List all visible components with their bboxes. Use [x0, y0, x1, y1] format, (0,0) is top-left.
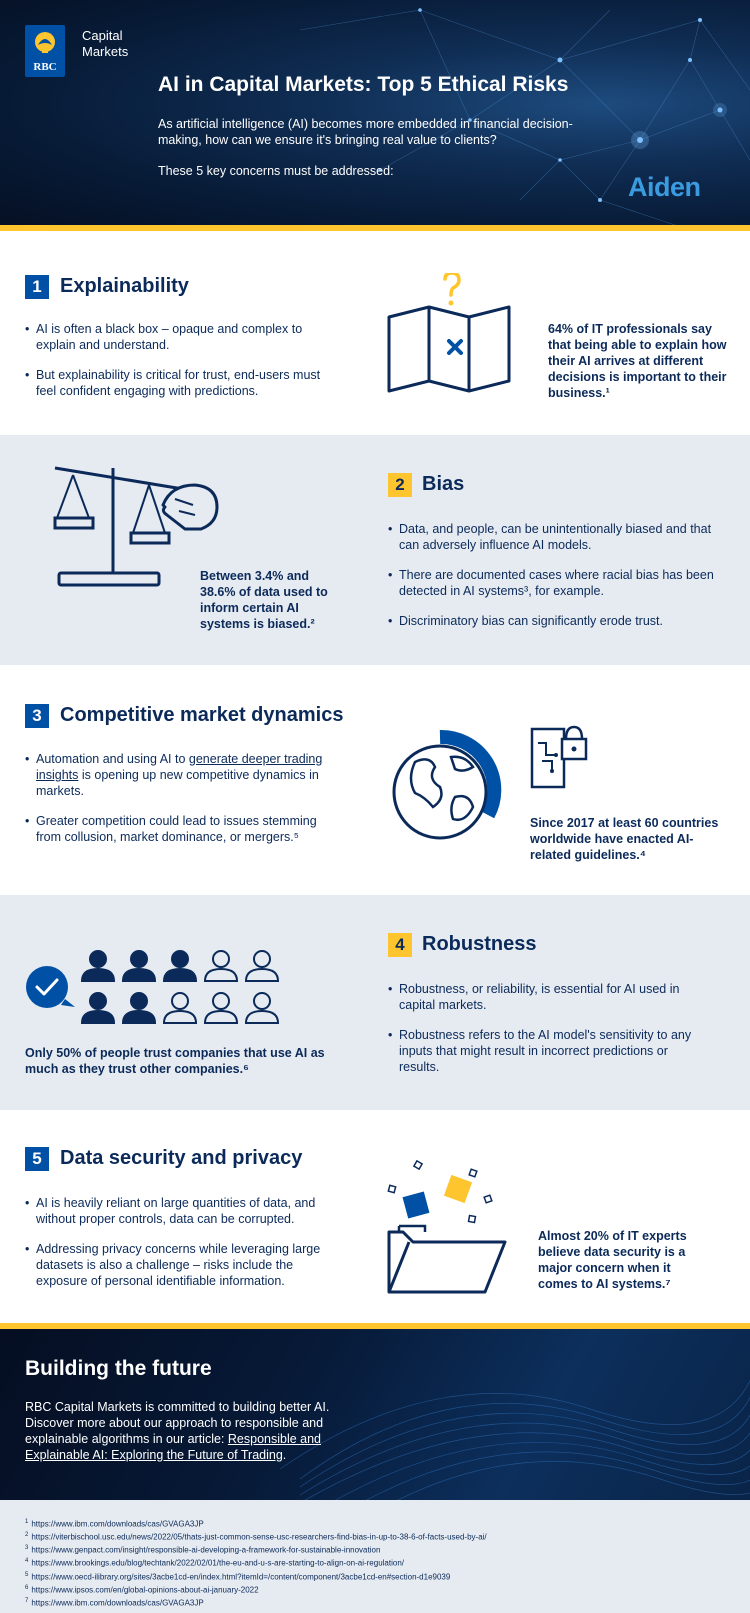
reference-item[interactable] [25, 1517, 487, 1530]
person-not-trusting-icon [205, 993, 237, 1023]
folder-icon [385, 1160, 520, 1305]
building-the-future-banner [0, 1329, 750, 1500]
map-question-icon [385, 273, 520, 398]
reference-number: 7 [25, 1597, 29, 1604]
section-title: Competitive market dynamics [60, 704, 344, 726]
globe-icon [385, 727, 505, 847]
person-not-trusting-icon [205, 951, 237, 981]
reference-number: 2 [25, 1532, 29, 1539]
bullet-item: • Data, and people, can be unintentionally biased and that can adversely influence AI models. [388, 521, 718, 553]
section-number: 1 [25, 275, 49, 299]
aiden-logo: Aiden [628, 172, 701, 202]
section-explainability [0, 231, 750, 435]
section-competitive-market [0, 665, 750, 895]
bullet-item: • AI is often a black box – opaque and complex to explain and understand. [25, 321, 325, 353]
reference-url[interactable]: https://viterbischool.usc.edu/news/2022/05/thats-just-common-sense-usc-researchers-find-bias-in-up-to-38-6-of-facts-used-by-ai/ [31, 1532, 487, 1542]
reference-item[interactable] [25, 1570, 487, 1583]
bullet-item [25, 751, 325, 799]
future-period: . [282, 1448, 287, 1462]
people-trust-icon [80, 947, 290, 1027]
rbc-logo[interactable] [25, 25, 65, 77]
bullet-item: • There are documented cases where racial bias has been detected in AI systems³, for example. [388, 567, 718, 599]
reference-item[interactable] [25, 1543, 487, 1556]
reference-item[interactable] [25, 1596, 487, 1609]
reference-item[interactable] [25, 1556, 487, 1569]
person-not-trusting-icon [246, 993, 278, 1023]
brand-name [82, 28, 128, 60]
bullet-text: is opening up new competitive dynamics in markets. [36, 768, 319, 798]
reference-number: 3 [25, 1545, 29, 1552]
bullet-item: • Robustness, or reliability, is essential for AI used in capital markets. [388, 981, 708, 1013]
bullet-list [25, 751, 325, 859]
stat-text: Only 50% of people trust companies that use AI as much as they trust other companies.⁶ [25, 1046, 325, 1076]
stat-text: Almost 20% of IT experts believe data security is a major concern when it comes to AI systems.⁷ [538, 1229, 687, 1291]
references [0, 1500, 750, 1613]
brand-line-2: Markets [82, 44, 129, 59]
brand-line-1: Capital [82, 28, 123, 43]
section-number: 4 [388, 933, 412, 957]
intro-subtext: These 5 key concerns must be addressed: [158, 164, 394, 178]
reference-number: 5 [25, 1571, 29, 1578]
person-not-trusting-icon [246, 951, 278, 981]
reference-url[interactable]: https://www.brookings.edu/blog/techtank/2022/02/01/the-eu-and-u-s-are-starting-to-align-on-ai-regulation/ [31, 1559, 404, 1569]
document-lock-icon [528, 721, 590, 793]
article-link[interactable]: Responsible and Explainable AI: Exploring the Future of Trading [25, 1432, 322, 1462]
bullet-item: • AI is heavily reliant on large quantities of data, and without proper controls, data can be corrupted. [25, 1195, 345, 1227]
trading-insights-link[interactable]: generate deeper trading insights [36, 752, 323, 782]
stat-text: 64% of IT professionals say that being able to explain how their AI arrives at different decisions is important to their business.¹ [548, 322, 727, 400]
bullet-item: • Greater competition could lead to issues stemming from collusion, market dominance, or mergers.⁵ [25, 813, 325, 845]
bullet-item: • Discriminatory bias can significantly erode trust. [388, 613, 718, 629]
bullet-list [25, 1195, 345, 1303]
section-title: Data security and privacy [60, 1147, 303, 1169]
reference-list [25, 1517, 487, 1609]
reference-url[interactable]: https://www.ibm.com/downloads/cas/GVAGA3JP [31, 1598, 204, 1608]
reference-number: 4 [25, 1558, 29, 1565]
future-title: Building the future [25, 1357, 212, 1380]
section-number: 5 [25, 1147, 49, 1171]
reference-url[interactable]: https://www.ipsos.com/en/global-opinions-about-ai-january-2022 [31, 1585, 259, 1595]
person-trusting-icon [82, 993, 114, 1023]
section-number: 3 [25, 704, 49, 728]
future-body: RBC Capital Markets is committed to building better AI. Discover more about our approach to responsible and explainable algorithms in our article: [25, 1400, 330, 1446]
reference-item[interactable] [25, 1530, 487, 1543]
bullet-text: Automation and using AI to [36, 752, 189, 766]
intro-text: As artificial intelligence (AI) becomes more embedded in financial decision-making, how can we ensure it's bringing real value to clients? [158, 117, 573, 147]
person-trusting-icon [82, 951, 114, 981]
person-not-trusting-icon [164, 993, 196, 1023]
reference-number: 6 [25, 1584, 29, 1591]
bullet-list [25, 321, 325, 413]
section-robustness [0, 895, 750, 1110]
reference-number: 1 [25, 1519, 29, 1525]
section-number: 2 [388, 473, 412, 497]
person-trusting-icon [123, 993, 155, 1023]
reference-item[interactable] [25, 1583, 487, 1596]
stat-text: Since 2017 at least 60 countries worldwide have enacted AI-related guidelines.⁴ [530, 816, 719, 862]
section-title: Explainability [60, 275, 189, 297]
header-banner [0, 0, 750, 231]
reference-url[interactable]: https://www.ibm.com/downloads/cas/GVAGA3JP [31, 1519, 204, 1529]
lion-crest-icon [25, 25, 65, 65]
future-text [25, 1399, 355, 1463]
checkmark-bubble-icon [25, 965, 77, 1013]
scale-hand-icon [45, 463, 225, 593]
page-title: AI in Capital Markets: Top 5 Ethical Risks [158, 73, 569, 96]
person-trusting-icon [123, 951, 155, 981]
bullet-item: • But explainability is critical for trust, end-users must feel confident engaging with predictions. [25, 367, 325, 399]
bullet-item: • Addressing privacy concerns while leveraging large datasets is also a challenge – risks include the exposure of personal identifiable information. [25, 1241, 345, 1289]
section-title: Bias [422, 473, 465, 495]
reference-url[interactable]: https://www.oecd-ilibrary.org/sites/3acbe1cd-en/index.html?itemId=/content/component/3acbe1cd-en#section-d1e9039 [31, 1572, 451, 1582]
stat-text: Between 3.4% and 38.6% of data used to inform certain AI systems is biased.² [200, 569, 328, 631]
bullet-list [388, 981, 708, 1089]
bullet-list [388, 521, 718, 643]
logo-text: RBC [33, 61, 57, 73]
section-title: Robustness [422, 933, 537, 955]
section-bias [0, 435, 750, 665]
bullet-item: • Robustness refers to the AI model's sensitivity to any inputs that might result in incorrect predictions or results. [388, 1027, 708, 1075]
section-data-security [0, 1110, 750, 1323]
reference-url[interactable]: https://www.genpact.com/insight/responsible-ai-developing-a-framework-for-sustainable-innovation [31, 1545, 381, 1555]
person-trusting-icon [164, 951, 196, 981]
